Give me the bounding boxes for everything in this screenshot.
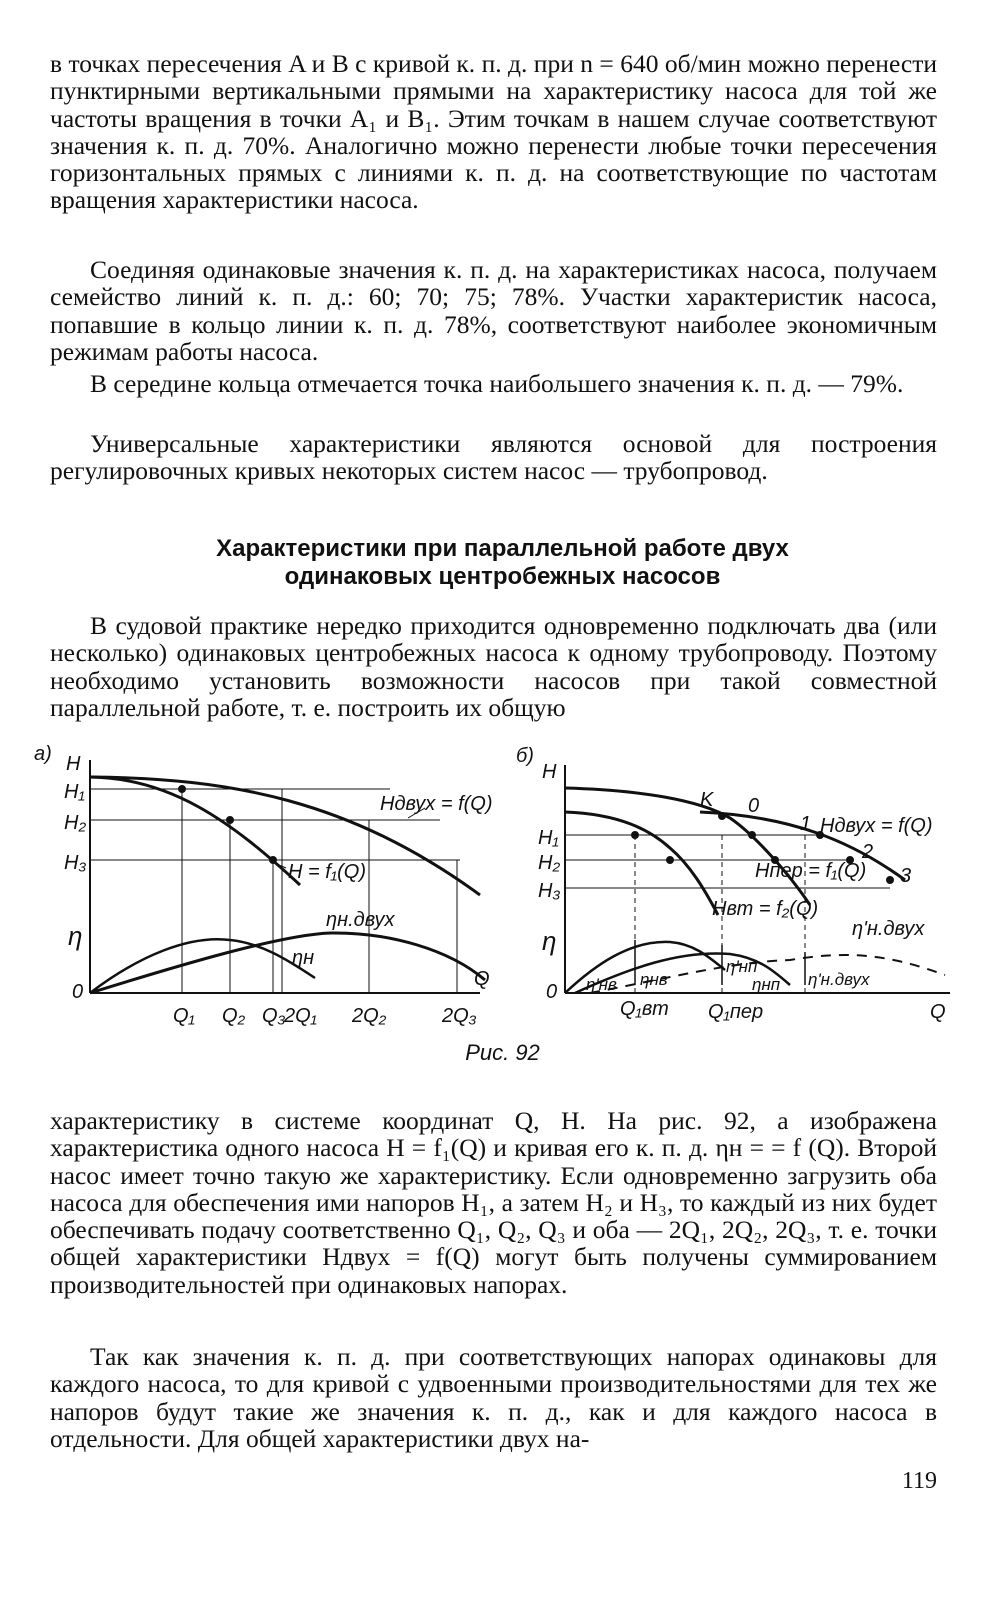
panel-a-q1-tick: Q₁ — [173, 1005, 195, 1027]
panel-b-tag: б) — [516, 745, 534, 767]
panel-a-eta-one-label: ηн — [292, 947, 315, 969]
paragraph-5 — [50, 612, 937, 721]
panel-b-point-h2 — [667, 857, 674, 864]
panel-a-point-h1 — [179, 786, 186, 793]
paragraph-3-text: В середине кольца отмечается точка наибольшего значения к. п. д. — 79%. — [90, 369, 904, 398]
panel-a-origin-label: 0 — [72, 981, 84, 1003]
panel-a-eta-one-curve — [90, 939, 315, 993]
paragraph-7 — [50, 1343, 937, 1452]
panel-a-eta-two-label: ηн.двух — [326, 909, 395, 931]
panel-b-h3-label: H₃ — [538, 880, 561, 902]
panel-b-h-vt-label: Hвт = f₂(Q) — [712, 898, 819, 920]
paragraph-2 — [50, 256, 937, 365]
panel-b-point-k — [719, 813, 726, 820]
panel-b-q1vt-tick: Q₁вт — [620, 998, 669, 1020]
panel-b-eta-nv-label: ηнв — [640, 970, 668, 989]
panel-b-q1per-tick: Q₁пер — [708, 1001, 764, 1023]
panel-a-h-axis-label: H — [66, 753, 81, 775]
panel-b-point-3 — [887, 877, 894, 884]
panel-a-2q2-tick: 2Q₂ — [352, 1005, 387, 1027]
panel-b-eta-np-p-label: η'нп — [726, 957, 758, 976]
panel-b-label-0: 0 — [748, 795, 760, 817]
panel-b-origin-label: 0 — [546, 981, 558, 1003]
panel-b-label-3: 3 — [900, 865, 912, 887]
panel-b-h1-label: H₁ — [538, 827, 559, 849]
figure-92-diagram — [30, 740, 980, 1070]
panel-a-q2-tick: Q₂ — [222, 1005, 246, 1027]
panel-b-label-2: 2 — [862, 841, 874, 863]
paragraph-6 — [50, 1107, 937, 1298]
figure-92 — [30, 740, 980, 1070]
panel-a-tag: а) — [34, 743, 52, 765]
panel-a-h3-label: H₃ — [64, 852, 87, 874]
panel-b-q-axis-label: Q — [930, 1001, 946, 1023]
paragraph-7-text: Так как значения к. п. д. при соответствующих напорах одинаковы для каждого насоса, то для кривой с удвоенными производительностями для тех же напоров будут такие же значения к. п. д., как и для каждого насоса в отдельности. Для общей характеристики двух на- — [50, 1342, 937, 1453]
panel-b-label-k: K — [700, 789, 714, 811]
panel-b-h-per-label: Hпер = f₁(Q) — [755, 860, 867, 882]
paragraph-6-text: характеристику в системе координат Q, H. На рис. 92, a изображена характеристика одного насоса H = f₁(Q) и кривая его к. п. д. ηн = = f (Q). Второй насос имеет точно такую же характеристику. Если одновременно загрузить оба насоса для обеспечения ими напоров H₁, а затем H₂ и H₃, то каждый из них будет обеспечивать подачу соответственно Q₁, Q₂, Q₃ и оба — 2Q₁, 2Q₂, 2Q₃, т. е. точки общей характеристики Hдвух = f(Q) могут быть получены суммированием производительностей при одинаковых напорах. — [50, 1106, 937, 1299]
panel-b-h-vt-curve — [565, 812, 718, 915]
panel-a-eta-two-curve — [90, 933, 485, 993]
panel-b-eta-nv-p-label: η'нв — [586, 975, 617, 994]
panel-b-h-axis-label: H — [542, 761, 557, 783]
panel-a-q-axis-label: Q — [474, 968, 490, 990]
figure-caption: Рис. 92 — [465, 1040, 540, 1065]
panel-b-h-per-curve — [565, 788, 810, 905]
panel-a-h-one-label: H = f₁(Q) — [288, 861, 366, 883]
panel-b-eta-np-label: ηнп — [752, 975, 781, 994]
panel-b-eta-axis-label: η — [542, 926, 557, 956]
panel-b-point-h1-per — [749, 832, 756, 839]
paragraph-3 — [50, 370, 937, 397]
panel-a-h1-label: H₁ — [64, 781, 85, 803]
page-number: 119 — [901, 1468, 937, 1494]
panel-b-h2-label: H₂ — [538, 852, 561, 874]
panel-b-label-1: 1 — [800, 813, 812, 835]
paragraph-1-text: в точках пересечения A и B с кривой к. п. д. при n = 640 об/мин можно перенести пунктирными вертикальными прямыми на характеристику насоса для той же частоты вращения в точки A₁ и B₁. Этим точкам в нашем случае соответствуют значения к. п. д. 70%. Аналогично можно перенести любые точки пересечения горизонтальных прямых с линиями к. п. д. на соответствующие по частотам вращения характеристики насоса. — [50, 49, 937, 215]
panel-a-h-one-curve — [90, 777, 300, 885]
section-title-line-1: Характеристики при параллельной работе двух — [216, 535, 789, 562]
panel-a-2q1-tick: 2Q₁ — [284, 1005, 317, 1027]
section-title-line-2: одинаковых центробежных насосов — [284, 563, 721, 590]
paragraph-2-text: Соединяя одинаковые значения к. п. д. на характеристиках насоса, получаем семейство линий к. п. д.: 60; 70; 75; 78%. Участки характеристик насоса, попавшие в кольцо линии к. п. д. 78%, соответствуют наиболее экономичным режимам работы насоса. — [50, 255, 937, 366]
panel-a-h-two-label: Hдвух = f(Q) — [380, 793, 493, 815]
paragraph-4-text: Универсальные характеристики являются основой для построения регулировочных кривых некоторых систем насос — трубопровод. — [50, 429, 937, 486]
panel-a-point-h2 — [227, 817, 234, 824]
paragraph-5-text: В судовой практике нередко приходится одновременно подключать два (или несколько) одинаковых центробежных насоса к одному трубопроводу. Поэтому необходимо установить возможности насосов при такой совместной параллельной работе, т. е. построить их общую — [50, 611, 937, 722]
panel-a-2q3-tick: 2Q₃ — [442, 1005, 477, 1027]
panel-a-h2-label: H₂ — [64, 812, 87, 834]
panel-b-h-two-label: Hдвух = f(Q) — [820, 815, 933, 837]
panel-a-q3-tick: Q₃ — [262, 1005, 286, 1027]
panel-b-eta-two-label: η'н.двух — [852, 918, 925, 940]
panel-b-eta-two-p-label: η'н.двух — [808, 970, 870, 989]
paragraph-4 — [50, 430, 937, 485]
panel-b-point-h1 — [632, 832, 639, 839]
panel-a-eta-axis-label: η — [68, 921, 83, 951]
section-title — [0, 535, 1005, 591]
paragraph-1 — [50, 50, 937, 214]
panel-b-labels — [516, 745, 946, 1023]
